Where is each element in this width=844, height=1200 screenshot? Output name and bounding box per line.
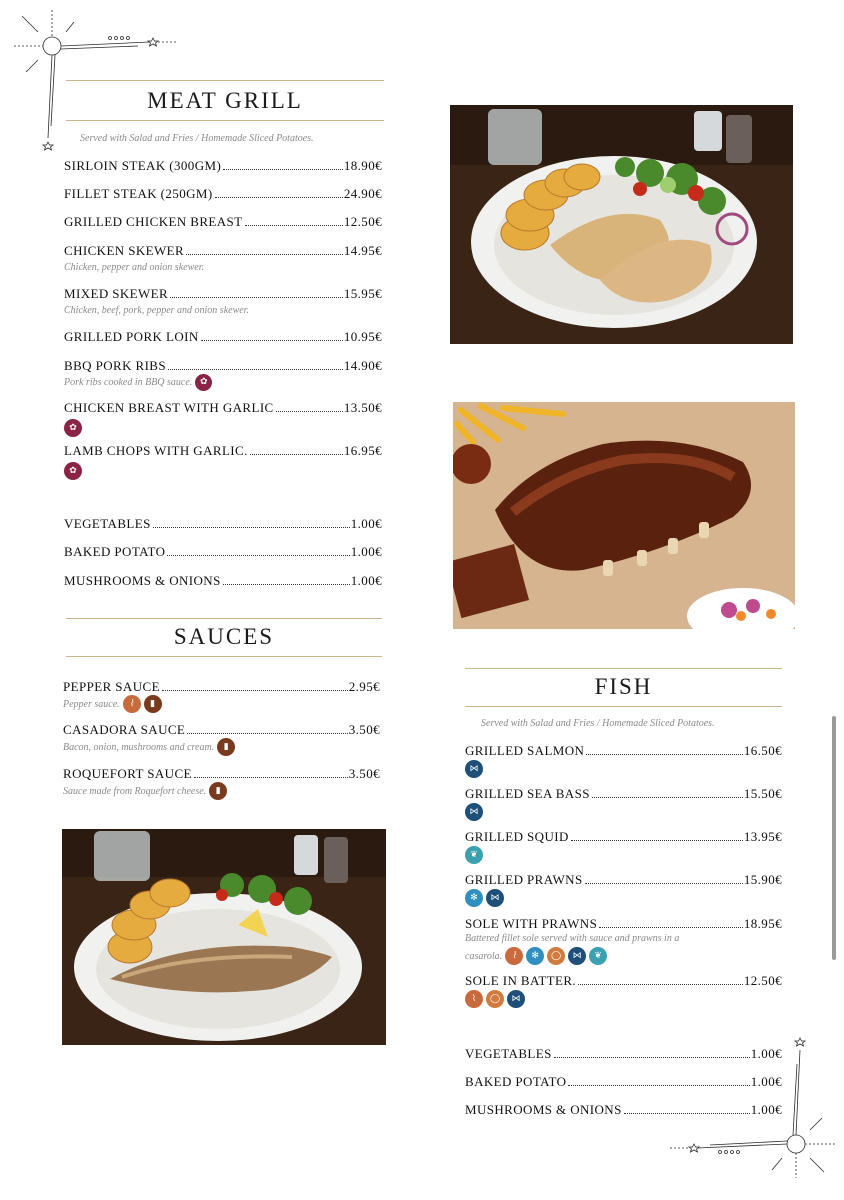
menu-item: FILLET STEAK (250GM) 24.90€ [64, 186, 382, 201]
menu-item: GRILLED PRAWNS 15.90€ [465, 872, 782, 887]
allergen-icons [465, 760, 483, 778]
menu-item: SIRLOIN STEAK (300GM) 18.90€ [64, 158, 382, 173]
dairy-allergen-icon: ▮ [217, 738, 235, 756]
menu-item: BBQ PORK RIBS 14.90€ [64, 358, 382, 373]
sauces-rule-bottom [66, 656, 382, 657]
allergen-icons [465, 846, 483, 864]
bbq-ribs-photo [453, 402, 795, 629]
chicken-breast-photo [450, 105, 793, 344]
fish-allergen-icon: ⋈ [465, 760, 483, 778]
side-item: MUSHROOMS & ONIONS 1.00€ [64, 573, 382, 588]
item-description [64, 374, 212, 391]
meat-subtitle: Served with Salad and Fries / Homemade Sliced Potatoes. [80, 133, 314, 144]
description-text: Bacon, onion, mushrooms and cream. [63, 741, 215, 753]
allergen-icons [465, 803, 483, 821]
meat-allergen-icon: ✿ [64, 419, 82, 437]
corner-ornament-bottom-right [668, 1020, 838, 1180]
egg-allergen-icon: ◯ [547, 947, 565, 965]
crustacean-allergen-icon: ✻ [526, 947, 544, 965]
fish-section-title: FISH [594, 674, 653, 699]
menu-item: MIXED SKEWER 15.95€ [64, 286, 382, 301]
meat-allergen-icon: ✿ [195, 374, 212, 391]
meat-rule-bottom [66, 120, 384, 121]
sauces-rule-top [66, 618, 382, 619]
egg-allergen-icon: ◯ [486, 990, 504, 1008]
scrollbar[interactable] [832, 716, 836, 960]
menu-item: SOLE WITH PRAWNS 18.95€ [465, 916, 782, 931]
dairy-allergen-icon: ▮ [209, 782, 227, 800]
side-item: BAKED POTATO 1.00€ [465, 1074, 782, 1089]
fish-allergen-icon: ⋈ [568, 947, 586, 965]
description-text: casarola. [465, 950, 503, 962]
item-description [63, 738, 235, 756]
description-text: Pepper sauce. [63, 698, 120, 710]
menu-item: GRILLED PORK LOIN 10.95€ [64, 329, 382, 344]
fish-allergen-icon: ⋈ [486, 889, 504, 907]
menu-item: CHICKEN BREAST WITH GARLIC 13.50€ [64, 400, 382, 415]
menu-item: LAMB CHOPS WITH GARLIC. 16.95€ [64, 443, 382, 458]
fish-allergen-icon: ⋈ [465, 803, 483, 821]
description-text: Sauce made from Roquefort cheese. [63, 785, 207, 797]
side-item: VEGETABLES 1.00€ [64, 516, 382, 531]
side-item: BAKED POTATO 1.00€ [64, 544, 382, 559]
mollusc-allergen-icon: ❦ [465, 846, 483, 864]
meat-rule-top [66, 80, 384, 81]
menu-item: GRILLED CHICKEN BREAST 12.50€ [64, 214, 382, 229]
menu-item: CASADORA SAUCE 3.50€ [63, 722, 380, 737]
fish-subtitle: Served with Salad and Fries / Homemade Sliced Potatoes. [481, 718, 715, 729]
menu-item: SOLE IN BATTER. 12.50€ [465, 973, 782, 988]
menu-item: CHICKEN SKEWER 14.95€ [64, 243, 382, 258]
gluten-allergen-icon: ⌇ [123, 695, 141, 713]
menu-item: GRILLED SALMON 16.50€ [465, 743, 782, 758]
mollusc-allergen-icon: ❦ [589, 947, 607, 965]
menu-item: PEPPER SAUCE 2.95€ [63, 679, 380, 694]
dairy-allergen-icon: ▮ [144, 695, 162, 713]
gluten-allergen-icon: ⌇ [505, 947, 523, 965]
meat-allergen-icon: ✿ [64, 462, 82, 480]
sauces-section-title: SAUCES [173, 624, 275, 649]
item-description [63, 695, 162, 713]
description-text: Pork ribs cooked in BBQ sauce. [64, 377, 193, 388]
meat-section-title: MEAT GRILL [147, 88, 303, 113]
side-item: VEGETABLES 1.00€ [465, 1046, 782, 1061]
fish-rule-bottom [465, 706, 782, 707]
fish-rule-top [465, 668, 782, 669]
crustacean-allergen-icon: ✻ [465, 889, 483, 907]
allergen-icons [465, 990, 525, 1008]
gluten-allergen-icon: ⌇ [465, 990, 483, 1008]
menu-item: GRILLED SEA BASS 15.50€ [465, 786, 782, 801]
side-item: MUSHROOMS & ONIONS 1.00€ [465, 1102, 782, 1117]
item-description: Battered fillet sole served with sauce and prawns in a [465, 933, 680, 944]
fish-allergen-icon: ⋈ [507, 990, 525, 1008]
menu-item: GRILLED SQUID 13.95€ [465, 829, 782, 844]
allergen-icons [465, 889, 504, 907]
menu-item: ROQUEFORT SAUCE 3.50€ [63, 766, 380, 781]
allergen-icons [64, 419, 82, 437]
item-description [63, 782, 227, 800]
allergen-icons [64, 462, 82, 480]
item-description: Chicken, beef, pork, pepper and onion skewer. [64, 305, 249, 316]
item-description: Chicken, pepper and onion skewer. [64, 262, 204, 273]
sea-bass-photo [62, 829, 386, 1045]
item-description [465, 947, 607, 965]
